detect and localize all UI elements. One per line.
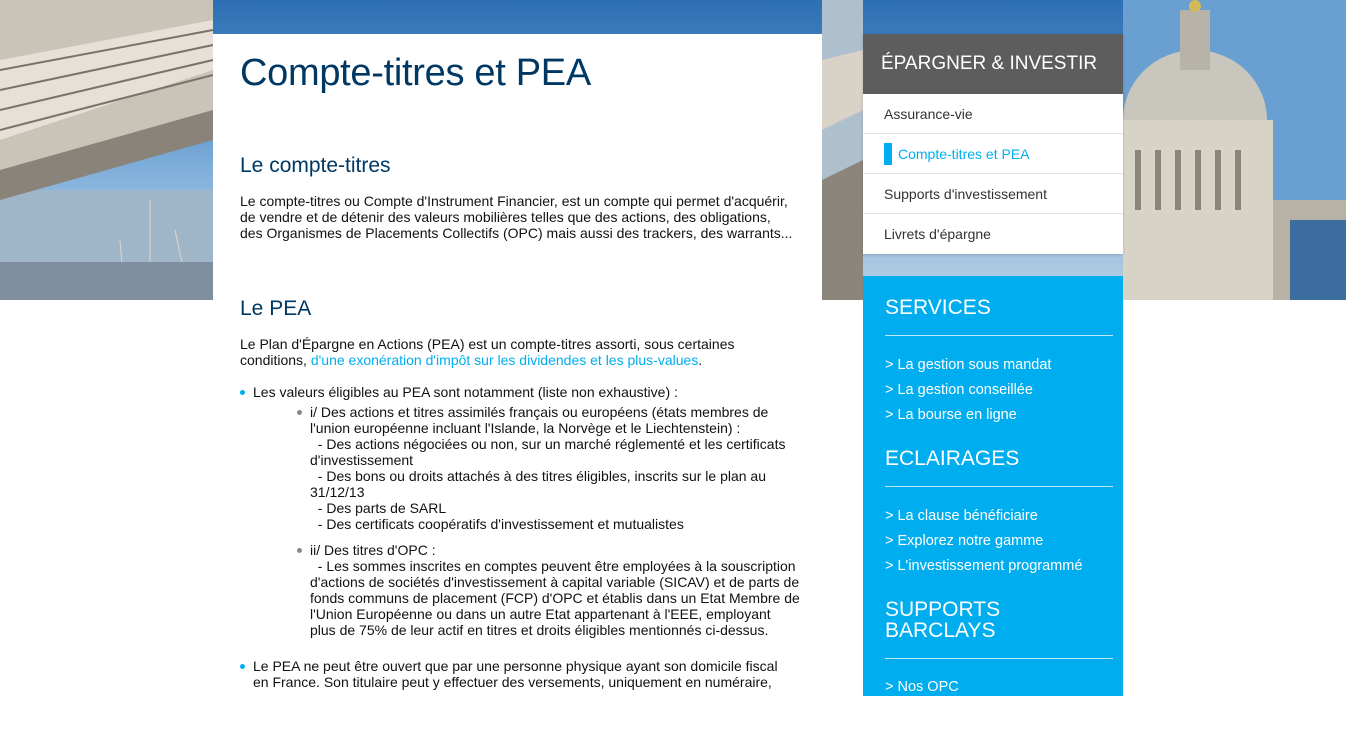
services-title: SERVICES [885,296,991,319]
list-item-text: Le PEA ne peut être ouvert que par une personne physique ayant son domicile fiscal en France. Son titulaire peut y effectuer des versements, uniquement en numéraire, [253,658,778,690]
sub-item-line: - Des parts de SARL [310,500,447,516]
bullet-icon [297,548,302,553]
pea-intro-text: Le Plan d'Épargne en Actions (PEA) est un compte-titres assorti, sous certaines conditions, [240,336,735,368]
pea-tax-exemption-link[interactable]: d'une exonération d'impôt sur les dividendes et les plus-values [310,352,699,368]
nav-item-label: Assurance-vie [884,105,973,122]
supports-title-line2: BARCLAYS [885,619,996,642]
active-marker [884,143,892,165]
divider [885,658,1113,659]
pea-intro-end: . [698,352,703,368]
side-panel [863,276,1123,696]
supports-title-line1: SUPPORTS [885,598,1001,621]
divider [885,335,1113,336]
eclairages-title: ECLAIRAGES [885,447,1020,470]
bullet-icon [240,664,245,669]
link-bourse-en-ligne[interactable]: > La bourse en ligne [885,407,1017,423]
link-nos-opc[interactable]: > Nos OPC [885,679,959,695]
nav-item-compte-titres-pea[interactable] [863,134,1123,174]
link-clause-beneficiaire[interactable]: > La clause bénéficiaire [885,508,1038,524]
nav-item-livrets-epargne[interactable] [863,214,1123,254]
nav-item-supports-investissement[interactable] [863,174,1123,214]
nav-item-label: Compte-titres et PEA [898,145,1030,162]
nav-item-label: Supports d'investissement [884,185,1047,202]
nav-heading: ÉPARGNER & INVESTIR [863,34,1123,94]
nav-item-assurance-vie[interactable] [863,94,1123,134]
link-gestion-conseillee[interactable]: > La gestion conseillée [885,382,1033,398]
sub-item-line: - Des actions négociées ou non, sur un marché réglementé et les certificats d'investissement [310,436,790,468]
link-investissement-programme[interactable]: > L'investissement programmé [885,558,1083,574]
sub-item-line: - Des bons ou droits attachés à des titres éligibles, inscrits sur le plan au 31/12/13 [310,468,770,500]
section-nav [863,34,1123,254]
divider [885,486,1113,487]
list-item-text: Les valeurs éligibles au PEA sont notamment (liste non exhaustive) : [253,384,678,400]
compte-titres-paragraph: Le compte-titres ou Compte d'Instrument Financier, est un compte qui permet d'acquérir, de vendre et de détenir des valeurs mobilières telles que des actions, des obligations, des Organismes de Placements Collectifs (OPC) mais aussi des trackers, des warrants... [240,193,793,241]
sub-item-heading: ii/ Des titres d'OPC : [310,542,436,558]
sub-item-heading: i/ Des actions et titres assimilés français ou européens (états membres de l'union européenne incluant l'Islande, la Norvège et le Liechtenstein) : [310,404,769,436]
section-heading-pea: Le PEA [240,297,312,320]
link-explorez-gamme[interactable]: > Explorez notre gamme [885,533,1044,549]
nav-item-label: Livrets d'épargne [884,226,991,242]
bullet-icon [240,390,245,395]
sub-item-line: - Des certificats coopératifs d'investissement et mutualistes [310,516,684,532]
section-heading-compte-titres: Le compte-titres [240,154,391,177]
pea-intro-paragraph [240,336,795,368]
link-gestion-sous-mandat[interactable]: > La gestion sous mandat [885,357,1052,373]
main-article [213,34,822,734]
page-title: Compte-titres et PEA [240,52,591,94]
bullet-icon [297,410,302,415]
sub-item-line: - Les sommes inscrites en comptes peuvent être employées à la souscription d'actions de sociétés d'investissement à capital variable (SICAV) et de parts de fonds communs de placement (FCP) d'OPC et établis dans un Etat Membre de l'Union Européenne ou dans un autre Etat appartenant à l'EEE, employant plus de 75% de leur actif en titres et droits éligibles mentionnés ci-dessus. [310,558,804,638]
